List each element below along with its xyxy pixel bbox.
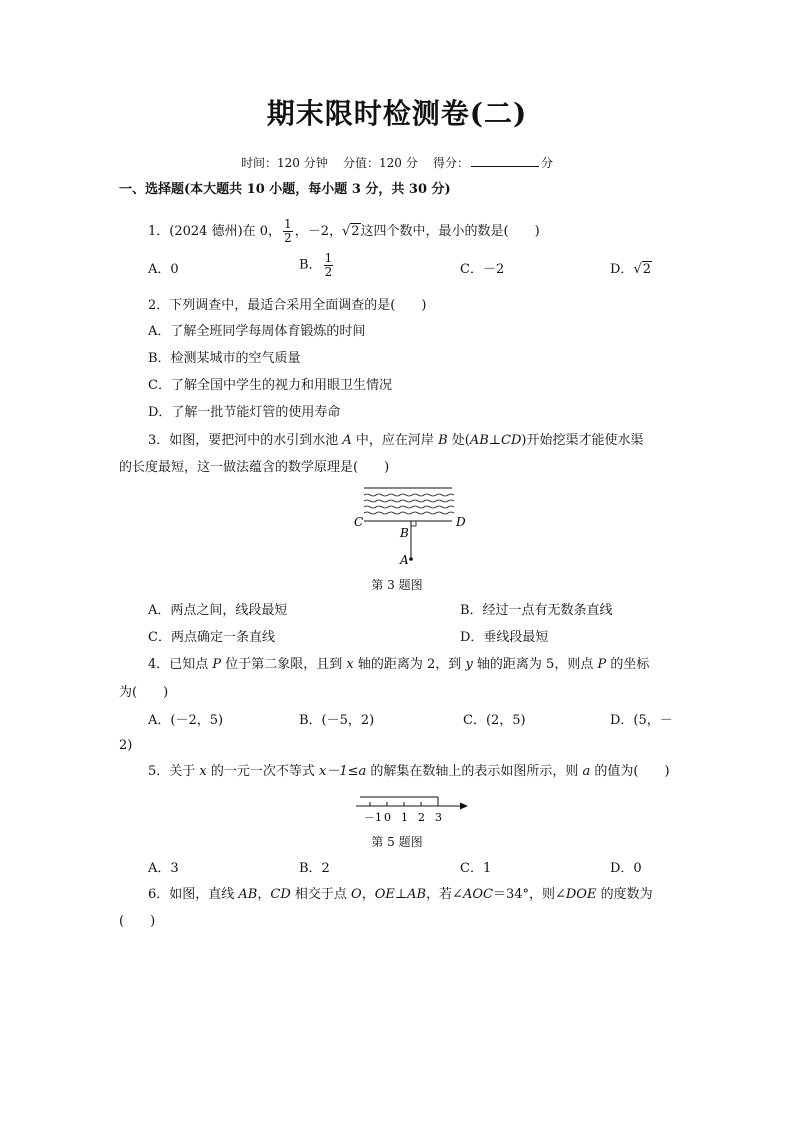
option-label: B． [299,257,322,273]
q6-text: ， [257,887,271,902]
right-angle-mark [411,521,416,526]
tick-label: 2 [418,811,425,824]
q2-option-d[interactable]: D．了解一批节能灯管的使用寿命 [148,405,341,420]
q4-text: 4．已知点 [148,657,213,672]
q3-text: )开始挖渠才能使水渠 [521,433,644,448]
q4-option-a[interactable]: A．(－2，5) [148,713,224,728]
q1-number: 1． [148,224,170,239]
q6-angle-doe: DOE [565,887,597,902]
sqrt-radicand: 2 [642,262,652,277]
q4-option-c[interactable]: C．(2，5) [463,713,526,728]
q3-text: 处( [447,433,470,448]
q6-text: ＝34°，则∠ [492,887,566,902]
option-text: 0 [170,262,179,277]
q5-var-a: a [582,764,591,779]
label-c: C [354,515,364,529]
tick-label: 0 [384,811,391,824]
question-4-stem [148,657,649,673]
q3-option-d[interactable]: D．垂线段最短 [460,630,549,645]
sqrt-radicand: 2 [351,224,360,239]
q4-point-p: P [212,657,222,672]
q1-mid: ，－2， [294,224,342,239]
question-3-stem [148,433,643,449]
section-heading: 一、选择题(本大题共 10 小题，每小题 3 分，共 30 分) [119,182,451,197]
score-blank[interactable] [471,154,539,167]
question-3-stem-line2: 的长度最短，这一做法蕴含的数学原理是( ) [119,460,390,475]
point-a-dot [409,557,413,561]
sqrt-sign: √ [341,224,351,239]
q6-text: 的度数为 [596,887,653,902]
page-title: 期末限时检测卷(二) [266,97,528,130]
question-5-stem [148,764,670,780]
question-4-stem-line2: 为( ) [119,685,169,700]
q6-text: ，若∠ [426,887,463,902]
river-wave [364,500,454,502]
option-label: D． [610,262,634,277]
q1-option-a[interactable] [148,262,179,278]
q3-option-b[interactable]: B．经过一点有无数条直线 [460,603,613,618]
question-1-stem [148,218,540,245]
q1-option-c[interactable] [460,262,504,278]
label-d: D [456,515,466,529]
q6-point-o: O [351,887,362,902]
label-b: B [400,526,409,540]
q4-var-x: x [346,657,354,672]
q3-point-a: A [342,433,352,448]
q5-number-line [350,790,474,826]
q4-text: 位于第二象限，且到 [221,657,347,672]
q2-option-a[interactable]: A．了解全班同学每周体育锻炼的时间 [148,324,366,339]
option-label: C． [460,262,483,277]
option-label: A． [148,262,171,277]
question-2-stem: 2．下列调查中，最适合采用全面调查的是( ) [148,298,427,313]
axis-arrow [460,803,468,810]
q3-river-figure [348,484,468,568]
q1-option-b[interactable] [299,252,335,279]
q1-b-fraction [324,252,334,279]
q5-option-b[interactable]: B．2 [299,861,330,876]
q4-option-b[interactable]: B．(－5，2) [299,713,375,728]
q5-text: 的值为( ) [590,764,670,779]
q5-text: 的一元一次不等式 [206,764,320,779]
q5-option-c[interactable]: C．1 [460,861,492,876]
q6-text: 相交于点 [290,887,352,902]
q1-frac-den: 2 [284,231,292,245]
q6-text: 6．如图，直线 [148,887,239,902]
q2-option-c[interactable]: C．了解全国中学生的视力和用眼卫生情况 [148,378,392,393]
sqrt-sign: √ [633,262,642,277]
q1-frac-num: 1 [284,217,292,231]
river-wave [364,506,454,508]
q1-post: 这四个数中，最小的数是( ) [360,224,540,239]
tick-label: 1 [401,811,408,824]
frac-den: 2 [324,265,333,279]
time-limit: 时间：120 分钟 [240,156,328,170]
q6-line-ab: AB [238,887,258,902]
score-label: 得分： [432,156,469,170]
q1-sqrt [342,224,361,240]
q3-perp: AB⊥CD [469,433,522,448]
q3-option-a[interactable]: A．两点之间，线段最短 [148,603,288,618]
tick-label: 3 [435,811,442,824]
q5-figure-caption: 第 5 题图 [371,835,423,849]
q4-text: 轴的距离为 5，则点 [472,657,598,672]
q1-option-d[interactable] [610,262,652,278]
q5-option-a[interactable]: A．3 [148,861,179,876]
q5-option-d[interactable]: D．0 [610,861,642,876]
q5-text: 5．关于 [148,764,200,779]
q1-d-sqrt [633,262,652,278]
q3-figure-caption: 第 3 题图 [371,578,423,592]
q6-perp: OE⊥AB [374,887,427,902]
river-wave [364,494,454,496]
q4-option-d-wrap: 2) [119,738,133,753]
exam-meta [0,154,794,171]
q4-text: 的坐标 [606,657,650,672]
q1-fraction [283,218,293,245]
tick-label: －1 [364,811,382,824]
frac-num: 1 [324,251,333,265]
q3-option-c[interactable]: C．两点确定一条直线 [148,630,275,645]
q1-prefix: (2024 德州)在 0， [169,224,282,239]
score-unit: 分 [541,156,554,170]
q5-var-x: x [199,764,207,779]
q5-inequality: x－1≤a [319,764,367,779]
question-6-stem-line2: ( ) [119,914,156,929]
q6-angle-aoc: AOC [462,887,493,902]
q6-text: ， [361,887,375,902]
q3-text: 中，应在河岸 [351,433,439,448]
option-text: －2 [482,262,505,277]
q4-option-d[interactable]: D．(5，－ [610,713,673,728]
question-6-stem [148,887,653,903]
q4-var-y: y [465,657,473,672]
river-wave [364,512,454,514]
q2-option-b[interactable]: B．检测某城市的空气质量 [148,351,301,366]
q3-point-b: B [438,433,448,448]
q3-text: 3．如图，要把河中的水引到水池 [148,433,343,448]
q4-text: 轴的距离为 2，到 [353,657,466,672]
q5-text: 的解集在数轴上的表示如图所示，则 [366,764,583,779]
label-a: A [400,553,409,567]
full-score: 分值：120 分 [342,156,418,170]
q4-point-p: P [597,657,607,672]
q6-line-cd: CD [270,887,291,902]
